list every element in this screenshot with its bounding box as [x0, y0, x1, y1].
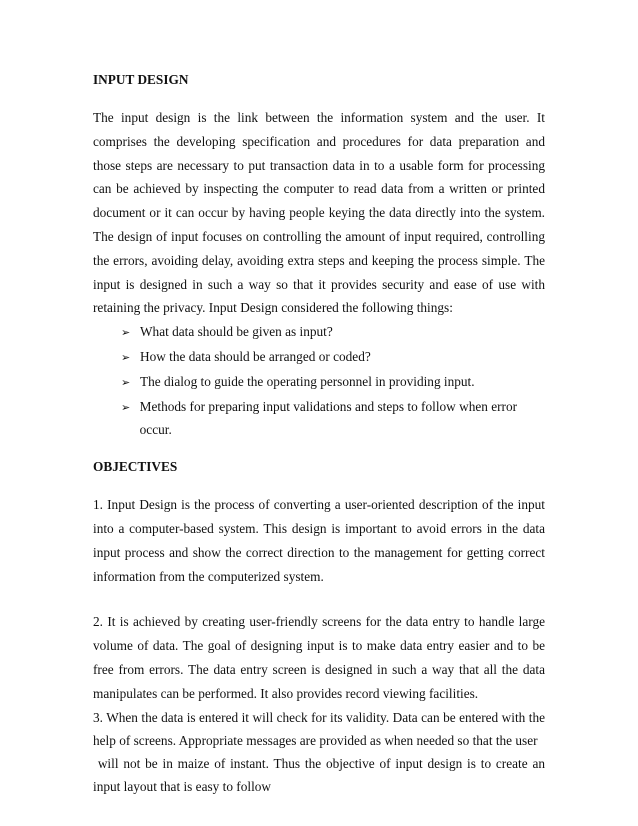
arrow-bullet-icon: ➢	[121, 326, 131, 340]
page-content	[93, 72, 549, 798]
spacer	[93, 88, 545, 106]
objectives-paragraph-3-line-1: 3. When the data is entered it will check for its validity. Data can be entered with the help of screens. Appropriate messages are provided as when needed so that the user	[93, 709, 545, 748]
list-item-text: The dialog to guide the operating personnel in providing input.	[140, 373, 475, 389]
list-item	[121, 320, 545, 345]
spacer	[93, 475, 545, 493]
spacer	[93, 588, 545, 610]
objectives-paragraph-1: 1. Input Design is the process of converting a user-oriented description of the input into a computer-based system. This design is important to avoid errors in the data input process and show the correct direction to the management for getting correct information from the computerized system.	[93, 497, 545, 584]
list-item-text: Methods for preparing input validations and steps to follow when error occur.	[139, 398, 518, 438]
arrow-bullet-icon: ➢	[121, 400, 131, 414]
objectives-paragraph-2: 2. It is achieved by creating user-friendly screens for the data entry to handle large volume of data. The goal of designing input is to make data entry easier and to be free from errors. The data entry screen is designed in such a way that all the data manipulates can be performed. It also provides record viewing facilities.	[93, 614, 545, 701]
objectives-paragraph-3-line-2: will not be in maize of instant. Thus the objective of input design is to create an input layout that is easy to follow	[93, 755, 549, 794]
input-design-paragraph: The input design is the link between the information system and the user. It comprises the developing specification and procedures for data preparation and those steps are necessary to put transaction data in to a usable form for processing can be achieved by inspecting the computer to read data from a written or printed document or it can occur by having people keying the data directly into the system. The design of input focuses on controlling the amount of input required, controlling the errors, avoiding delay, avoiding extra steps and keeping the process simple. The input is designed in such a way so that it provides security and ease of use with retaining the privacy. Input Design considered the following things:	[93, 110, 545, 316]
list-item-text: What data should be given as input?	[140, 324, 333, 340]
arrow-bullet-icon: ➢	[121, 375, 131, 389]
input-considerations-list	[93, 320, 545, 442]
objectives-heading: OBJECTIVES	[93, 459, 178, 475]
spacer	[93, 442, 545, 459]
input-design-heading: INPUT DESIGN	[93, 72, 189, 87]
list-item	[121, 370, 545, 395]
list-item	[121, 395, 545, 443]
list-item-text: How the data should be arranged or coded?	[140, 348, 371, 364]
arrow-bullet-icon: ➢	[121, 350, 131, 364]
list-item	[121, 345, 545, 370]
